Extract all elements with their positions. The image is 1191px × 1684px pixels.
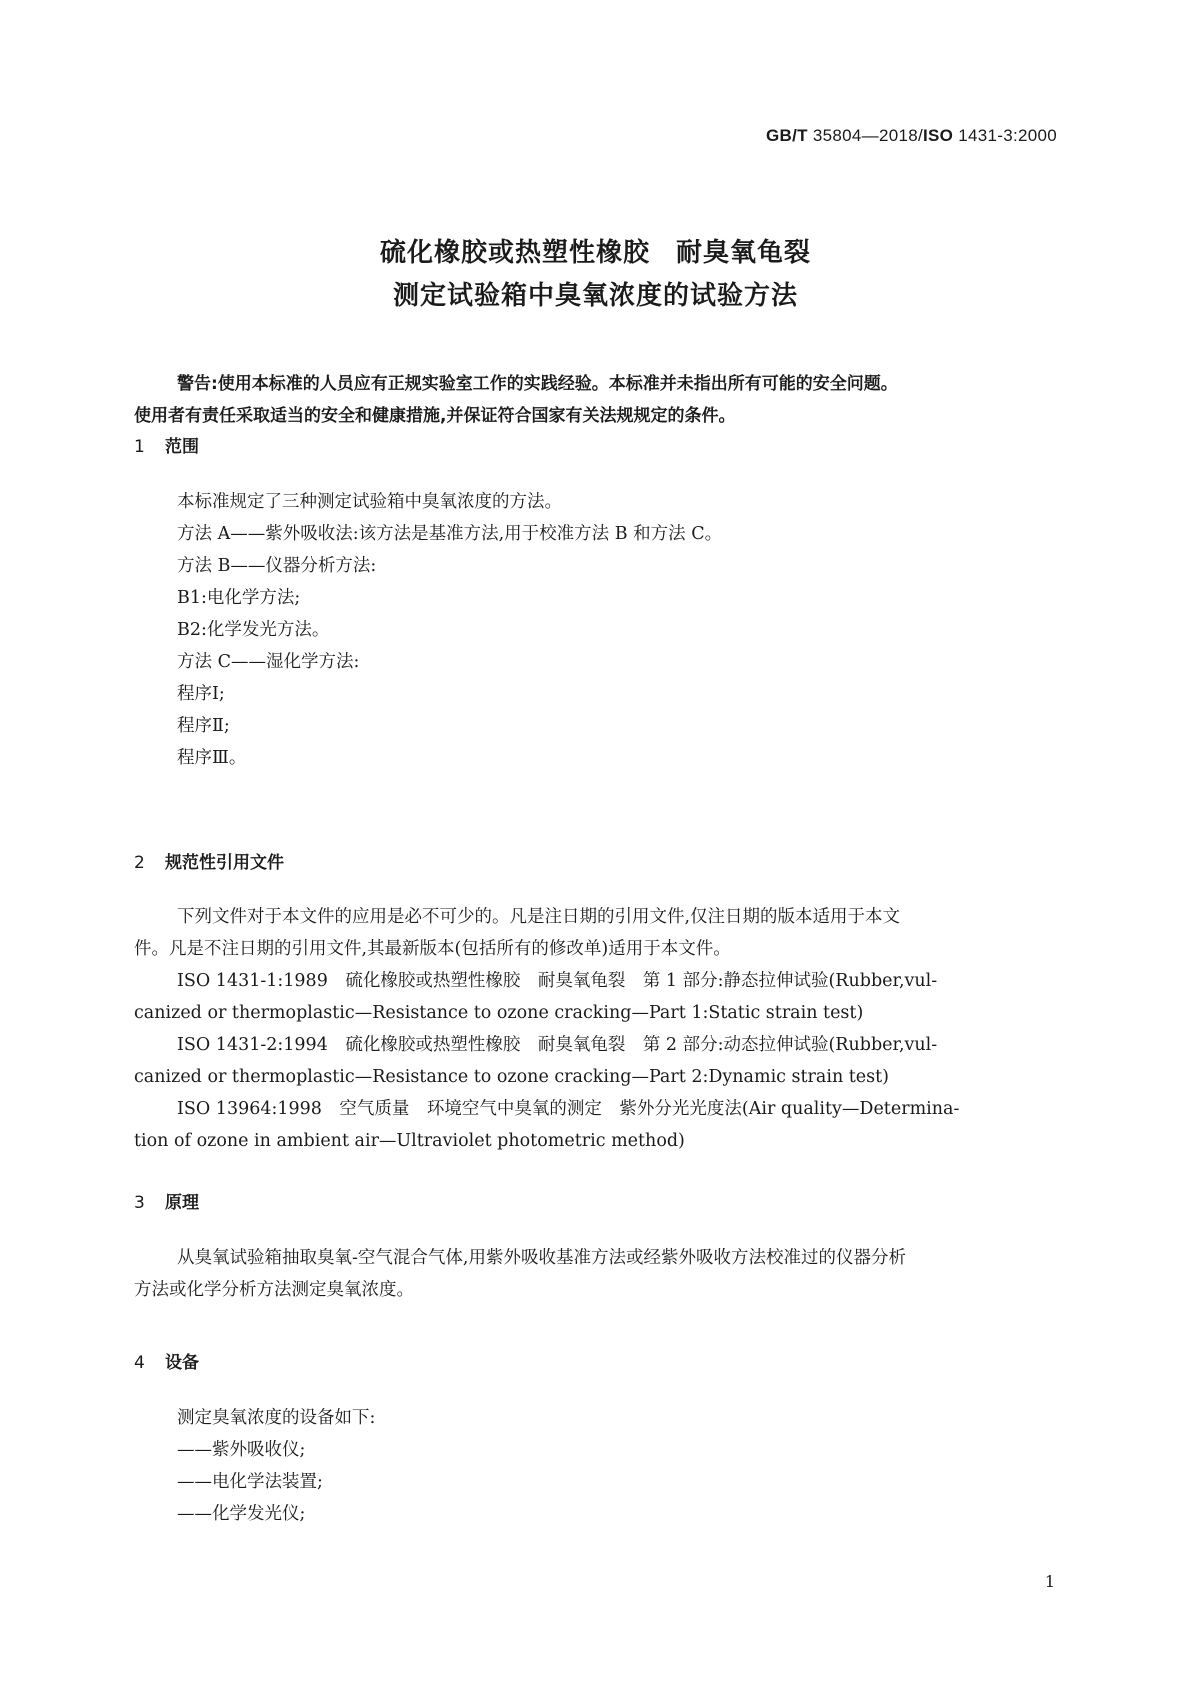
section-2-body [134, 901, 1056, 1157]
std-prefix: GB/T [766, 126, 808, 145]
s1-line: B2:化学发光方法。 [177, 620, 330, 640]
section-3-heading [134, 1188, 199, 1213]
section-1-number: 1 [134, 437, 145, 457]
warning-line-1: 警告:使用本标准的人员应有正规实验室工作的实践经验。本标准并未指出所有可能的安全问题。 [177, 374, 898, 394]
s1-line: 程序Ⅲ。 [177, 748, 247, 768]
s4-line: ——紫外吸收仪; [177, 1440, 306, 1460]
s1-line: 方法 C——湿化学方法: [177, 652, 360, 672]
ref-line-first: ISO 1431-1:1989 硫化橡胶或热塑性橡胶 耐臭氧龟裂 第 1 部分:静态拉伸试验(Rubber,vul- [177, 971, 938, 991]
s2-intro-line-2: 件。凡是不注日期的引用文件,其最新版本(包括所有的修改单)适用于本文件。 [134, 939, 731, 959]
section-3-number: 3 [134, 1193, 145, 1213]
warning-paragraph [134, 368, 1056, 432]
section-3-title: 原理 [165, 1193, 199, 1213]
ref-line-first: ISO 1431-2:1994 硫化橡胶或热塑性橡胶 耐臭氧龟裂 第 2 部分:动态拉伸试验(Rubber,vul- [177, 1035, 938, 1055]
s1-line: 方法 A——紫外吸收法:该方法是基准方法,用于校准方法 B 和方法 C。 [177, 524, 723, 544]
section-4-number: 4 [134, 1353, 145, 1373]
s4-line: ——化学发光仪; [177, 1504, 306, 1524]
ref-line-cont: tion of ozone in ambient air—Ultraviolet photometric method) [134, 1131, 685, 1151]
section-2-heading [134, 848, 284, 873]
ref-line-cont: canized or thermoplastic—Resistance to ozone cracking—Part 1:Static strain test) [134, 1003, 864, 1023]
normative-reference [134, 1029, 1056, 1093]
section-1-body [134, 486, 1056, 774]
s3-line-1: 从臭氧试验箱抽取臭氧-空气混合气体,用紫外吸收基准方法或经紫外吸收方法校准过的仪器分析 [177, 1248, 906, 1268]
doc-title-line-1 [0, 232, 1191, 269]
normative-reference [134, 965, 1056, 1029]
std-mid: 35804—2018/ [812, 126, 923, 145]
page-number: 1 [1044, 1572, 1055, 1591]
ref-line-cont: canized or thermoplastic—Resistance to ozone cracking—Part 2:Dynamic strain test) [134, 1067, 890, 1087]
s2-intro-line-1: 下列文件对于本文件的应用是必不可少的。凡是注日期的引用文件,仅注日期的版本适用于本文 [177, 907, 901, 927]
ref-line-first: ISO 13964:1998 空气质量 环境空气中臭氧的测定 紫外分光光度法(Air quality—Determina- [177, 1099, 960, 1119]
section-1-heading [134, 432, 199, 457]
section-1-title: 范围 [165, 437, 199, 457]
section-4-title: 设备 [165, 1353, 199, 1373]
s1-line: 本标准规定了三种测定试验箱中臭氧浓度的方法。 [177, 492, 562, 512]
normative-reference [134, 1093, 1056, 1157]
std-iso: ISO [923, 126, 954, 145]
s4-line: ——电化学法装置; [177, 1472, 323, 1492]
section-2-title: 规范性引用文件 [165, 853, 284, 873]
s1-line: 程序Ⅰ; [177, 684, 225, 704]
doc-title-line-2: 测定试验箱中臭氧浓度的试验方法 [392, 281, 798, 311]
section-2-number: 2 [134, 853, 145, 873]
s4-line: 测定臭氧浓度的设备如下: [177, 1408, 376, 1428]
s3-line-2: 方法或化学分析方法测定臭氧浓度。 [134, 1280, 414, 1300]
title-part-b: 耐臭氧龟裂 [676, 238, 812, 268]
warning-line-2: 使用者有责任采取适当的安全和健康措施,并保证符合国家有关法规规定的条件。 [134, 406, 736, 426]
section-4-heading [134, 1348, 199, 1373]
std-suffix: 1431-3:2000 [958, 126, 1057, 145]
s1-line: B1:电化学方法; [177, 588, 301, 608]
title-part-a: 硫化橡胶或热塑性橡胶 [379, 238, 650, 268]
standard-number [766, 126, 1057, 146]
s1-line: 方法 B——仪器分析方法: [177, 556, 377, 576]
s1-line: 程序Ⅱ; [177, 716, 230, 736]
section-3-body [134, 1242, 1056, 1306]
section-4-body [134, 1402, 1056, 1530]
